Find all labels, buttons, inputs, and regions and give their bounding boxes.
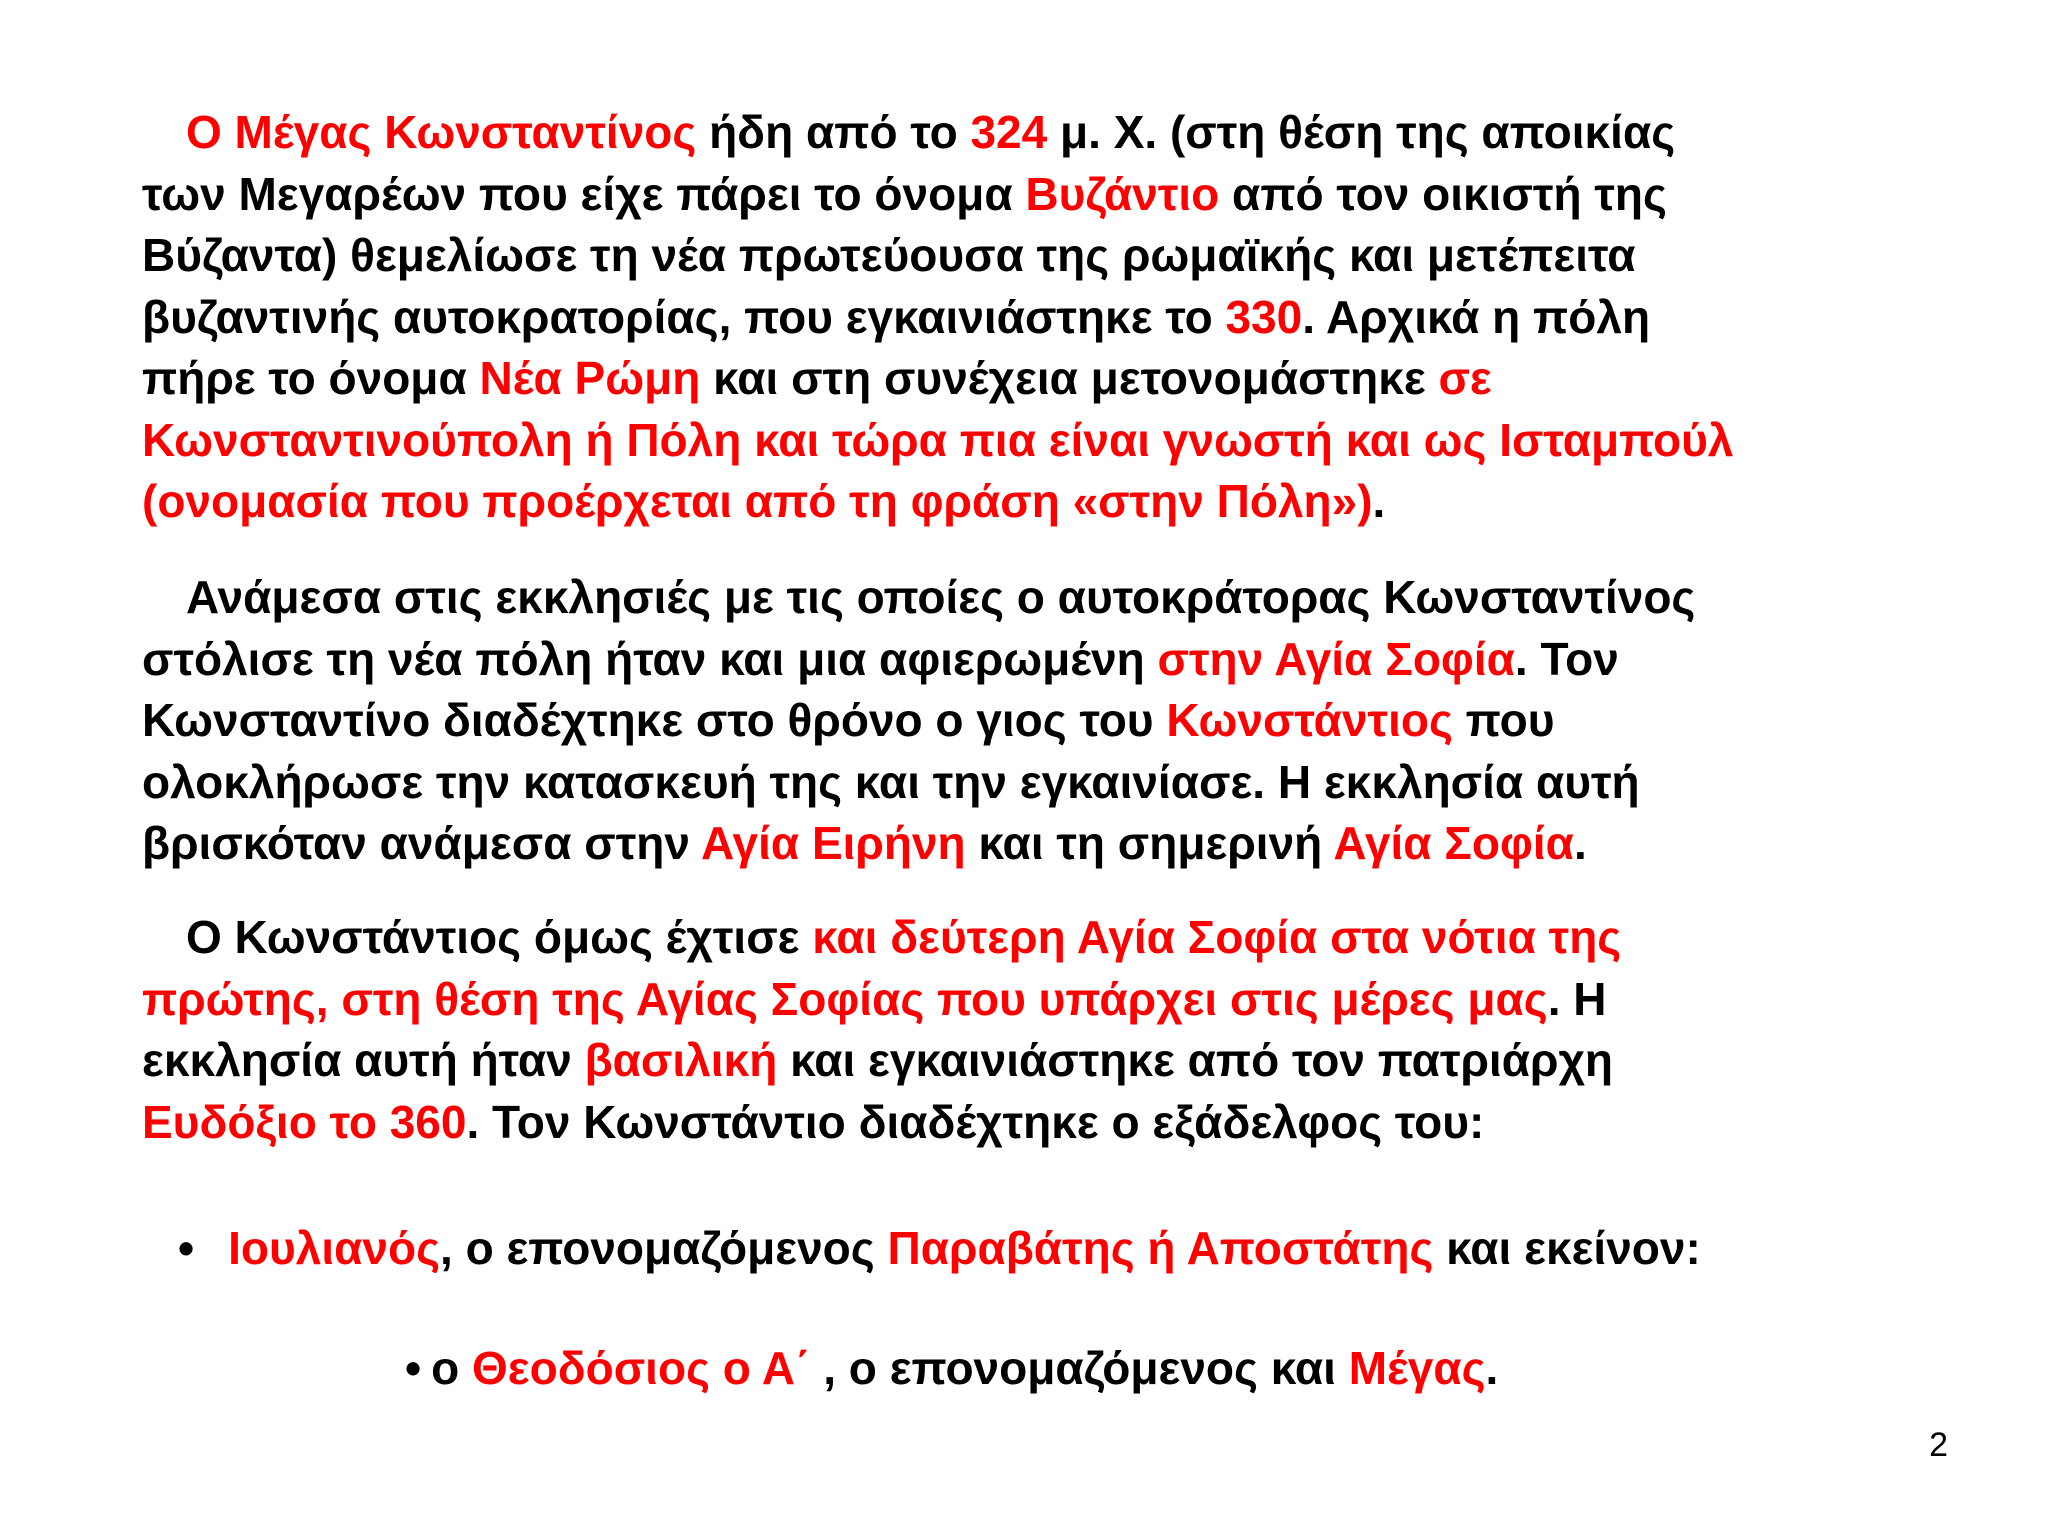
highlighted-text: Ο Μέγας Κωνσταντίνος [186,106,697,158]
body-text: . [1573,817,1587,869]
page-number: 2 [1929,1426,1948,1464]
body-text: και εκείνον: [1433,1222,1701,1274]
body-text: . Τον [1514,632,1619,685]
highlighted-text: πρώτης, στη θέση της Αγίας Σοφίας που υπάρχει στις μέρες μας [142,972,1548,1025]
bullet-item-theodosius [405,1338,1498,1400]
highlighted-text: Βυζάντιο [1025,167,1220,220]
highlighted-text: στην Αγία Σοφία [1157,632,1515,685]
body-text: μ. Χ. (στη θέση της αποικίας [1047,106,1676,158]
body-text: . Αρχικά η πόλη [1302,290,1651,343]
highlighted-text: Αγία Σοφία [1333,817,1574,869]
paragraph-constantine [142,102,1942,533]
text-line [142,969,1942,1031]
body-text: που [1452,694,1555,746]
body-text: των Μεγαρέων που είχε πάρει το όνομα [142,167,1026,220]
highlighted-text: Αγία Ειρήνη [701,817,966,869]
body-text: ήδη από το [696,106,971,158]
body-text: πήρε το όνομα [142,352,480,404]
text-line [142,164,1942,226]
text-line [142,1092,1942,1154]
body-text: Ο Κωνστάντιος όμως έχτισε [186,911,813,963]
body-text: Κωνσταντίνο διαδέχτηκε στο θρόνο ο γιος του [142,694,1167,746]
highlighted-text: Μέγας [1348,1342,1486,1394]
highlighted-text: Κωνσταντινούπολη ή Πόλη και τώρα πια είναι γνωστή και ως Ισταμπούλ [142,413,1734,466]
body-text: στόλισε τη νέα πόλη ήταν και μια αφιερωμένη [142,632,1158,685]
highlighted-text: Κωνστάντιος [1166,694,1453,746]
highlighted-text: Παραβάτης ή Αποστάτης [887,1222,1434,1274]
body-text: . Τον Κωνστάντιο διαδέχτηκε ο εξάδελφος του: [466,1095,1485,1148]
highlighted-text: και δεύτερη Αγία Σοφία στα νότια της [812,911,1622,963]
text-line [142,410,1942,472]
text-line [142,348,1942,410]
text-line [142,690,1942,752]
highlighted-text: Νέα Ρώμη [479,352,701,404]
highlighted-text: 324 [970,106,1048,158]
text-line [142,813,1942,875]
text-line [142,752,1942,814]
highlighted-text: Θεοδόσιος ο Α΄ [472,1342,811,1394]
body-text: Ανάμεσα στις εκκλησιές με τις οποίες ο αυτοκράτορας Κωνσταντίνος [186,571,1696,623]
body-text: ολοκλήρωσε την κατασκευή της και την εγκαινίασε. Η εκκλησία αυτή [142,755,1640,808]
highlighted-text: Ευδόξιο το 360 [142,1095,467,1148]
body-text: βρισκόταν ανάμεσα στην [142,817,702,869]
text-line [142,471,1942,533]
text-line [142,567,1942,629]
bullet-item-julian [178,1218,1701,1280]
body-text: και στη συνέχεια μετονομάστηκε [700,352,1439,404]
bullet-icon: • [405,1342,422,1394]
text-line [142,907,1942,969]
body-text: ο [431,1342,472,1394]
highlighted-text: Ιουλιανός [228,1222,441,1274]
body-text: . [1372,475,1386,527]
highlighted-text: (ονομασία που προέρχεται από τη φράση «στην Πόλη») [142,475,1373,527]
paragraph-churches [142,567,1942,875]
body-text: , ο επονομαζόμενος [440,1222,888,1274]
text-line [142,102,1942,164]
body-text: και τη σημερινή [965,817,1334,869]
body-text: εκκλησία αυτή ήταν [142,1034,585,1086]
text-line [142,225,1942,287]
paragraph-constantius [142,907,1942,1153]
highlighted-text: βασιλική [584,1034,778,1086]
text-line [142,1030,1942,1092]
body-text: Βύζαντα) θεμελίωσε τη νέα πρωτεύουσα της ρωμαϊκής και μετέπειτα [142,229,1636,281]
highlighted-text: 330 [1225,290,1303,343]
body-text: και εγκαινιάστηκε από τον πατριάρχη [777,1034,1614,1086]
body-text: από τον οικιστή της [1219,167,1667,220]
highlighted-text: σε [1438,352,1492,404]
body-text: . Η [1547,972,1607,1025]
body-text: βυζαντινής αυτοκρατορίας, που εγκαινιάστηκε το [142,290,1226,343]
body-text: , ο επονομαζόμενος και [810,1342,1349,1394]
text-line [142,629,1942,691]
bullet-icon: • [178,1222,195,1274]
text-line [142,287,1942,349]
body-text: . [1485,1342,1499,1394]
